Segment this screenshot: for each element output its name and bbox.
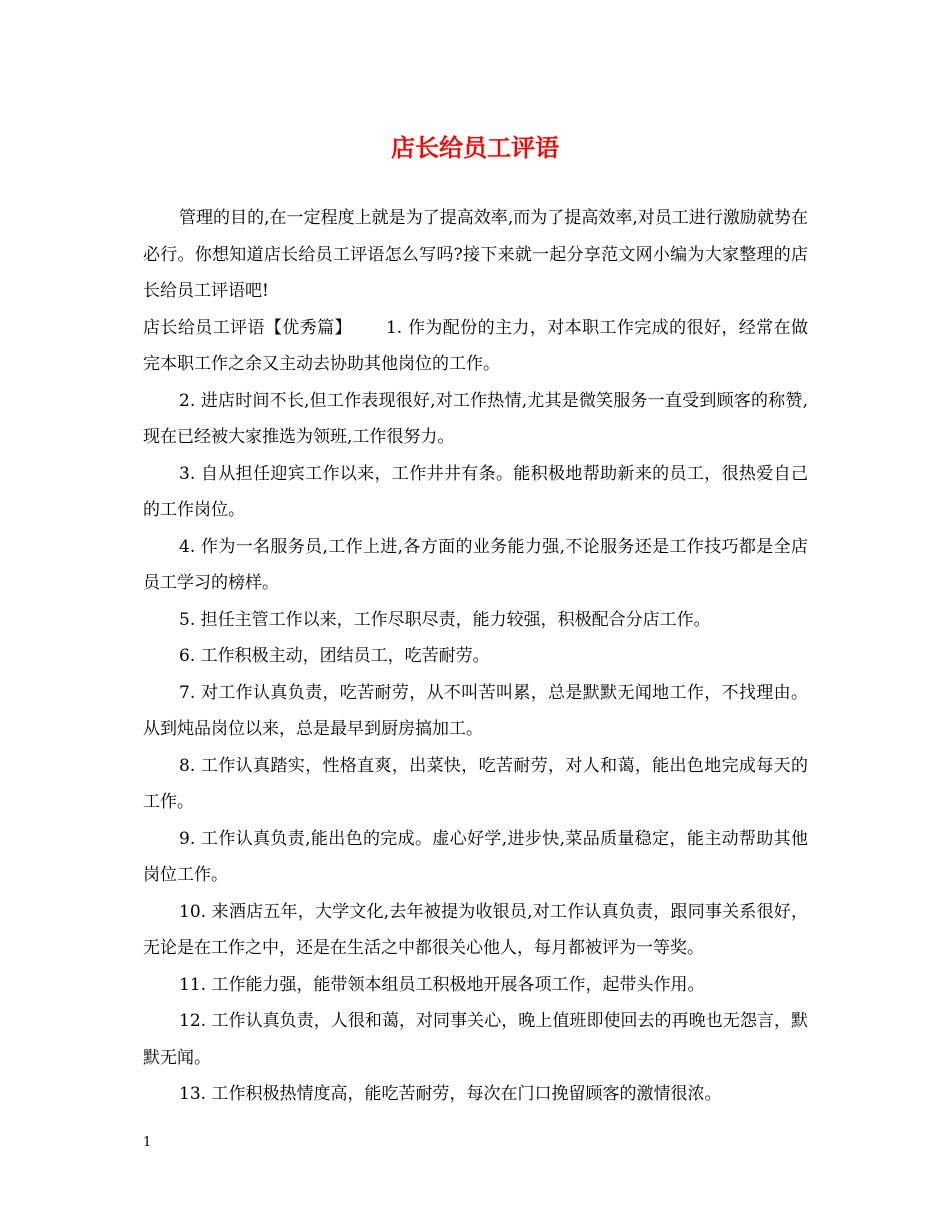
section-heading: 店长给员工评语【优秀篇】: [143, 317, 352, 338]
document-body: [143, 200, 808, 1113]
list-item-1: 1. 作为配份的主力，对本职工作完成的很好，经常在做完本职工作之余又主动去协助其他岗位的工作。: [143, 317, 809, 374]
list-item-4: 4. 作为一名服务员,工作上进,各方面的业务能力强,不论服务还是工作技巧都是全店员工学习的榜样。: [143, 536, 808, 593]
list-item-6: 6. 工作积极主动，团结员工，吃苦耐劳。: [179, 646, 490, 666]
list-item-10: 10. 来酒店五年，大学文化,去年被提为收银员,对工作认真负责，跟同事关系很好，无论是在工作之中，还是在生活之中都很关心他人，每月都被评为一等奖。: [143, 901, 808, 958]
heading-gap: [352, 318, 386, 338]
list-item-13: 13. 工作积极热情度高，能吃苦耐劳，每次在门口挽留顾客的激情很浓。: [179, 1084, 722, 1104]
first-item-paragraph: [143, 310, 808, 383]
list-item-8: 8. 工作认真踏实，性格直爽，出菜快，吃苦耐劳，对人和蔼，能出色地完成每天的工作。: [143, 755, 808, 812]
list-item-5: 5. 担任主管工作以来，工作尽职尽责，能力较强，积极配合分店工作。: [179, 609, 711, 630]
page-number: 1: [143, 1135, 152, 1150]
list-item-11: 11. 工作能力强，能带领本组员工积极地开展各项工作，起带头作用。: [179, 974, 705, 995]
document-title: 店长给员工评语: [391, 133, 559, 162]
list-item-2: 2. 进店时间不长,但工作表现很好,对工作热情,尤其是微笑服务一直受到顾客的称赞,现在已经被大家推选为领班,工作很努力。: [143, 390, 808, 447]
list-item-3: 3. 自从担任迎宾工作以来，工作井井有条。能积极地帮助新来的员工，很热爱自己的工作岗位。: [143, 463, 808, 520]
list-item-9: 9. 工作认真负责,能出色的完成。虚心好学,进步快,菜品质量稳定，能主动帮助其他岗位工作。: [143, 828, 808, 885]
list-item-12: 12. 工作认真负责，人很和蔼，对同事关心，晚上值班即使回去的再晚也无怨言，默默无闻。: [143, 1011, 808, 1068]
list-item-7: 7. 对工作认真负责，吃苦耐劳，从不叫苦叫累，总是默默无闻地工作，不找理由。从到炖品岗位以来，总是最早到厨房搞加工。: [143, 682, 808, 739]
intro-paragraph: 管理的目的,在一定程度上就是为了提高效率,而为了提高效率,对员工进行激励就势在必行。你想知道店长给员工评语怎么写吗?接下来就一起分享范文网小编为大家整理的店长给员工评语吧!: [143, 208, 808, 301]
